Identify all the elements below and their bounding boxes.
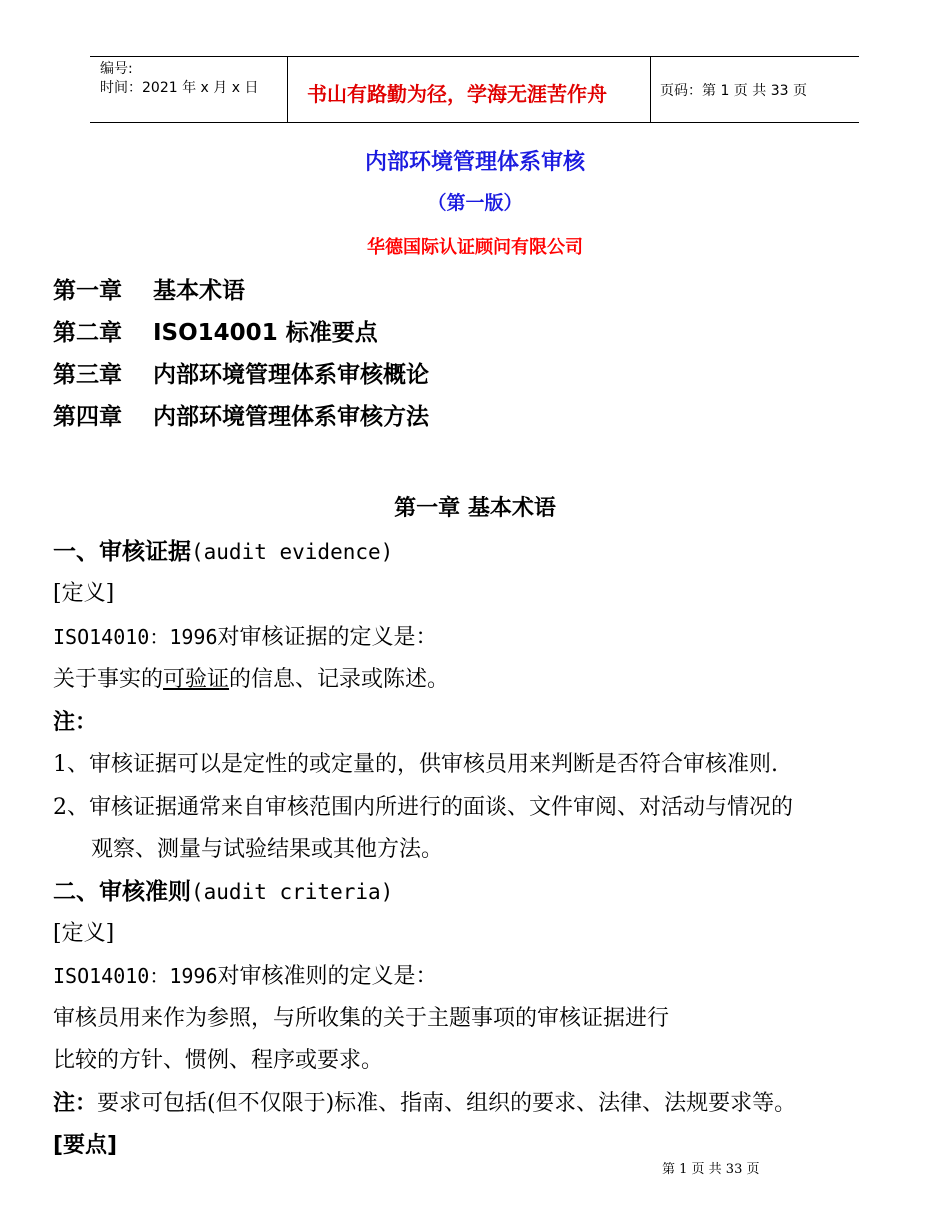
toc-item-2 (53, 314, 378, 347)
toc-item-number: 第一章 (53, 278, 122, 304)
definition-text-post: 的信息、记录或陈述。 (229, 667, 450, 692)
definition-text (53, 662, 449, 693)
header-time-label: 时间：2021 年 x 月 x 日 (100, 80, 259, 96)
toc-item-text: 内部环境管理体系审核概论 (153, 362, 429, 388)
toc-item-text: 内部环境管理体系审核方法 (153, 404, 429, 430)
toc-item-1 (53, 272, 245, 305)
section-title-cn: 二、审核准则 (53, 879, 191, 905)
note-text: 要求可包括(但不仅限于)标准、指南、组织的要求、法律、法规要求等。 (97, 1091, 797, 1116)
definition-intro (53, 959, 438, 990)
key-points-label (53, 1128, 117, 1159)
section-title-en: (audit evidence) (191, 540, 394, 564)
toc-item-text: 基本术语 (153, 278, 245, 304)
toc-item-number: 第四章 (53, 404, 122, 430)
note-line (53, 1086, 796, 1117)
toc-item-text: ISO14001 标准要点 (153, 320, 378, 346)
definition-line-2: 比较的方针、惯例、程序或要求。 (53, 1048, 384, 1073)
definition-text-pre: 关于事实的 (53, 667, 164, 692)
page-footer: 第 1 页 共 33 页 (662, 1162, 760, 1177)
standard-code: ISO14010：1996 (53, 964, 218, 988)
definition-text-underlined: 可验证 (163, 667, 230, 692)
note-label: 注： (53, 1091, 98, 1116)
header-bottom-rule (90, 122, 859, 123)
toc-item-3 (53, 356, 429, 389)
toc-item-4 (53, 398, 429, 431)
standard-code: ISO14010：1996 (53, 625, 218, 649)
chapter-heading: 第一章 基本术语 (394, 496, 556, 521)
key-points-text: [要点] (53, 1133, 118, 1158)
toc-item-number: 第二章 (53, 320, 122, 346)
company-name: 华德国际认证顾问有限公司 (367, 237, 583, 258)
header-page-info: 页码：第 1 页 共 33 页 (660, 83, 807, 99)
definition-intro-text: 对审核证据的定义是： (217, 625, 438, 650)
note-2-line-2: 观察、测量与试验结果或其他方法。 (91, 837, 444, 862)
section-1-title (53, 533, 393, 566)
document-title: 内部环境管理体系审核 (364, 150, 585, 175)
header-number-label: 编号: (100, 61, 133, 77)
document-edition: （第一版） (427, 192, 523, 214)
section-2-title (53, 873, 393, 906)
header-top-rule (90, 56, 859, 57)
definition-line-1: 审核员用来作为参照，与所收集的关于主题事项的审核证据进行 (53, 1006, 670, 1031)
definition-label: [定义] (53, 581, 115, 606)
section-title-cn: 一、审核证据 (53, 539, 191, 565)
section-title-en: (audit criteria) (191, 880, 394, 904)
toc-item-number: 第三章 (53, 362, 122, 388)
definition-intro (53, 620, 438, 651)
header-motto: 书山有路勤为径，学海无涯苦作舟 (307, 82, 607, 106)
note-label: 注： (53, 710, 98, 735)
header-divider-2 (650, 56, 651, 122)
header-divider-1 (287, 56, 288, 122)
note-2-line-1: 2、审核证据通常来自审核范围内所进行的面谈、文件审阅、对活动与情况的 (53, 795, 793, 820)
note-1: 1、审核证据可以是定性的或定量的，供审核员用来判断是否符合审核准则. (53, 752, 778, 777)
definition-label: [定义] (53, 921, 115, 946)
definition-intro-text: 对审核准则的定义是： (217, 964, 438, 989)
